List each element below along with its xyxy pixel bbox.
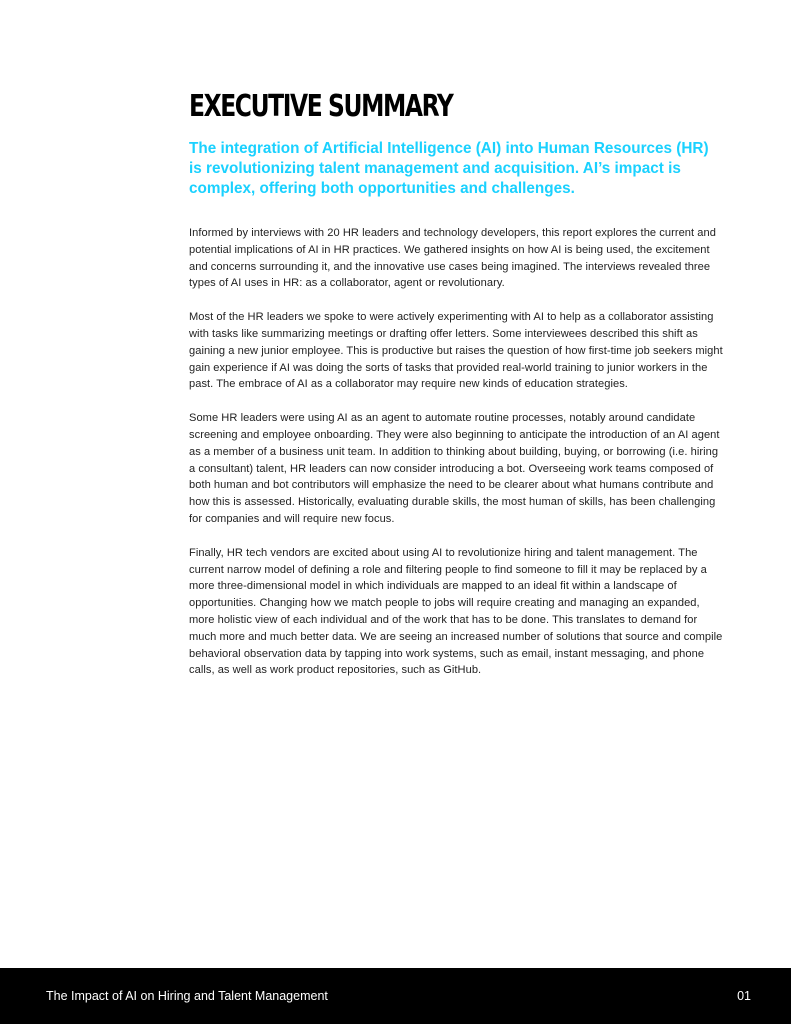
lead-paragraph: The integration of Artificial Intelligence (AI) into Human Resources (HR) is revolutionizing talent management and acquisition. AI’s impact is complex, offering both opportunities and challenges. (189, 140, 709, 197)
footer-title: The Impact of AI on Hiring and Talent Management (46, 989, 328, 1003)
paragraph-collaborator: Most of the HR leaders we spoke to were actively experimenting with AI to help as a collaborator assisting with tasks like summarizing meetings or drafting offer letters. Some interviewees described this shift as gaining a new junior employee. This is productive but raises the question of how first-time job seekers might gain experience if AI was doing the sorts of tasks that provided real-world training to junior workers in the past. The embrace of AI as a collaborator may require new kinds of education strategies. (189, 311, 723, 391)
body-text (189, 225, 725, 679)
page-title: EXECUTIVE SUMMARY (189, 89, 453, 124)
paragraph-agent: Some HR leaders were using AI as an agent to automate routine processes, notably around candidate screening and employee onboarding. They were also beginning to anticipate the introduction of an AI agent as a member of a business unit team. In addition to thinking about building, buying, or borrowing (i.e. hiring a consultant) talent, HR leaders can now consider introducing a bot. Overseeing work teams composed of both human and bot contributors will emphasize the need to be clearer about what humans contribute and how this is assessed. Historically, evaluating durable skills, the most human of skills, has been challenging for companies and will require new focus. (189, 412, 720, 525)
paragraph-revolutionary: Finally, HR tech vendors are excited about using AI to revolutionize hiring and talent management. The current narrow model of defining a role and filtering people to find someone to fill it may be replaced by a more three-dimensional model in which individuals are mapped to an ideal fit within a landscape of opportunities. Changing how we match people to jobs will require creating and managing an expanded, more holistic view of each individual and of the work that has to be done. This translates to demand for much more and much better data. We are seeing an increased number of solutions that source and compile behavioral observation data by tapping into work systems, such as email, instant messaging, and phone calls, as well as work product repositories, such as GitHub. (189, 546, 723, 677)
page-number: 01 (737, 989, 751, 1003)
main-content (189, 88, 725, 696)
page-footer (0, 968, 791, 1024)
paragraph-intro: Informed by interviews with 20 HR leaders and technology developers, this report explores the current and potential implications of AI in HR practices. We gathered insights on how AI is being used, the excitement and concerns surrounding it, and the innovative use cases being imagined. The interviews revealed three types of AI uses in HR: as a collaborator, agent or revolutionary. (189, 227, 716, 290)
